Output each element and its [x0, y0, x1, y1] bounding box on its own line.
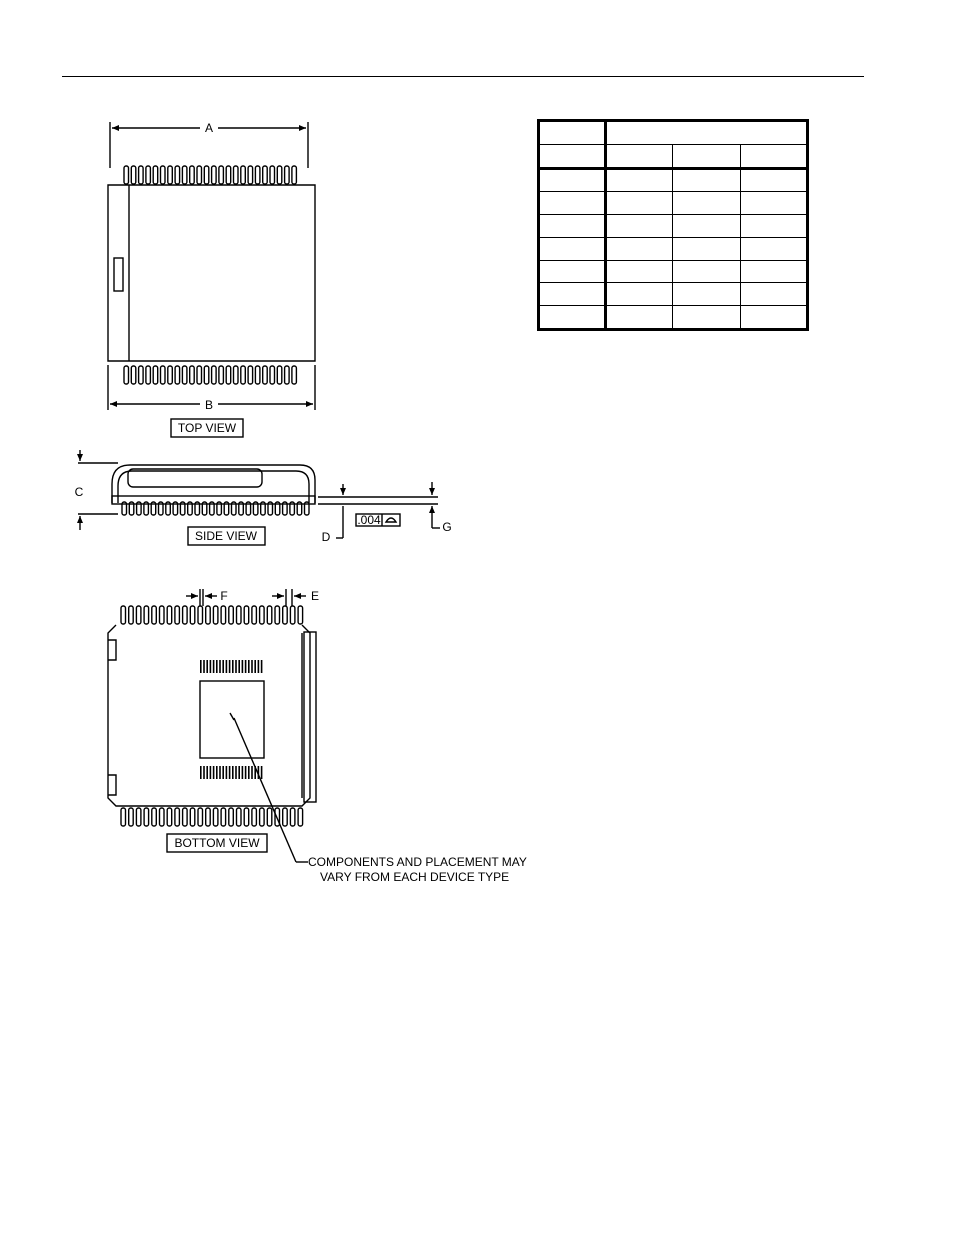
table-row	[539, 215, 808, 238]
lead	[206, 808, 211, 826]
table-cell	[539, 215, 606, 238]
lead	[152, 606, 157, 624]
chip-pad	[203, 660, 205, 673]
dim-c-label: C	[74, 485, 84, 499]
lead	[263, 166, 268, 184]
lead	[221, 606, 226, 624]
note-line-2: VARY FROM EACH DEVICE TYPE	[320, 870, 510, 884]
table-cell	[740, 168, 807, 192]
lead	[241, 366, 246, 384]
lead	[161, 166, 166, 184]
chip-pad	[226, 766, 228, 779]
lead	[226, 366, 231, 384]
table-row	[539, 168, 808, 192]
table-row	[539, 237, 808, 260]
lead	[131, 166, 136, 184]
lead	[168, 166, 173, 184]
table-cell	[606, 260, 673, 283]
chip-pad	[254, 660, 256, 673]
chip-pad	[206, 766, 208, 779]
table-cell	[606, 306, 673, 330]
lead	[206, 606, 211, 624]
chip-pad	[213, 660, 215, 673]
lead	[270, 166, 275, 184]
table-cell	[673, 144, 740, 168]
chip-pad	[245, 660, 247, 673]
lead	[146, 366, 151, 384]
lead	[213, 606, 218, 624]
table-cell	[740, 260, 807, 283]
lead	[285, 366, 290, 384]
lead	[270, 366, 275, 384]
lead	[167, 808, 172, 826]
table-cell	[606, 144, 673, 168]
chip-pad	[213, 766, 215, 779]
dim-b-label: B	[204, 398, 214, 412]
table-row	[539, 192, 808, 215]
chip-pad	[248, 660, 250, 673]
lead	[229, 808, 234, 826]
table-cell	[673, 283, 740, 306]
side-view-label: SIDE VIEW	[194, 529, 258, 543]
chip-pad	[261, 660, 263, 673]
bottom-leads-bottom	[121, 808, 303, 826]
lead	[285, 166, 290, 184]
lead	[160, 606, 165, 624]
bottom-leads-top	[121, 606, 303, 624]
table-cell	[606, 283, 673, 306]
chip-pad	[219, 766, 221, 779]
chip-pad	[242, 766, 244, 779]
chip-pad	[242, 660, 244, 673]
table-cell	[740, 306, 807, 330]
chip-pad	[226, 660, 228, 673]
lead	[175, 166, 180, 184]
lead	[136, 808, 141, 826]
chip-pad	[200, 766, 202, 779]
chip-pad	[229, 660, 231, 673]
chip-pad	[200, 660, 202, 673]
table-cell	[539, 192, 606, 215]
table-cell	[606, 237, 673, 260]
chip-pad	[251, 766, 253, 779]
chip-pad	[235, 766, 237, 779]
lead	[229, 606, 234, 624]
lead	[139, 366, 144, 384]
table-cell	[606, 121, 808, 145]
table-cell	[673, 306, 740, 330]
chip-pad	[222, 660, 224, 673]
chip-pad	[216, 766, 218, 779]
lead	[144, 606, 149, 624]
table-cell	[673, 168, 740, 192]
chip-pad	[238, 766, 240, 779]
lead	[198, 606, 203, 624]
table-row	[539, 144, 808, 168]
table-row	[539, 121, 808, 145]
lead	[219, 166, 224, 184]
lead	[234, 166, 239, 184]
lead	[277, 166, 282, 184]
lead	[204, 166, 209, 184]
table-cell	[539, 144, 606, 168]
table-cell	[673, 215, 740, 238]
lead	[213, 808, 218, 826]
lead	[136, 606, 141, 624]
lead	[219, 366, 224, 384]
table-row	[539, 306, 808, 330]
dim-a-label: A	[204, 121, 214, 135]
lead	[144, 808, 149, 826]
lead	[252, 808, 257, 826]
lead	[298, 606, 303, 624]
lead	[183, 808, 188, 826]
lead	[183, 606, 188, 624]
top-view	[108, 122, 315, 437]
side-view	[78, 450, 440, 545]
table-cell	[539, 168, 606, 192]
table-cell	[539, 237, 606, 260]
lead	[290, 808, 295, 826]
chip-pad	[248, 766, 250, 779]
lead	[121, 808, 126, 826]
chip-pad	[232, 766, 234, 779]
lead	[292, 166, 297, 184]
lead	[244, 808, 249, 826]
chip-pad	[258, 660, 260, 673]
lead	[146, 166, 151, 184]
lead	[275, 606, 280, 624]
table-cell	[539, 121, 606, 145]
table-cell	[539, 260, 606, 283]
top-leads-top	[124, 166, 296, 184]
lead	[248, 366, 253, 384]
lead	[121, 606, 126, 624]
lead	[292, 366, 297, 384]
chip-pad	[232, 660, 234, 673]
lead	[255, 166, 260, 184]
lead	[237, 606, 242, 624]
lead	[160, 808, 165, 826]
dimension-table	[537, 119, 809, 331]
chip-pad	[229, 766, 231, 779]
lead	[129, 808, 134, 826]
chip-pad	[261, 766, 263, 779]
table-cell	[539, 306, 606, 330]
lead	[212, 166, 217, 184]
tolerance-value: .004	[357, 513, 381, 527]
lead	[129, 606, 134, 624]
lead	[190, 366, 195, 384]
dim-f-label: F	[220, 589, 228, 603]
lead	[260, 606, 265, 624]
lead	[226, 166, 231, 184]
lead	[244, 606, 249, 624]
lead	[283, 606, 288, 624]
table-row	[539, 283, 808, 306]
lead	[190, 606, 195, 624]
chip-pad	[251, 660, 253, 673]
table-cell	[673, 192, 740, 215]
note-line-1: COMPONENTS AND PLACEMENT MAY	[308, 855, 527, 869]
table-cell	[740, 215, 807, 238]
chip-pad	[210, 660, 212, 673]
lead	[263, 366, 268, 384]
table-cell	[740, 144, 807, 168]
lead	[248, 166, 253, 184]
chip-pad	[238, 660, 240, 673]
top-view-label: TOP VIEW	[177, 421, 237, 435]
chip-pad	[210, 766, 212, 779]
table-cell	[673, 260, 740, 283]
chip-pad	[203, 766, 205, 779]
lead	[241, 166, 246, 184]
chip-pad	[245, 766, 247, 779]
lead	[175, 366, 180, 384]
chip-pad	[206, 660, 208, 673]
table-cell	[673, 237, 740, 260]
lead	[237, 808, 242, 826]
lead	[124, 366, 129, 384]
lead	[290, 606, 295, 624]
lead	[260, 808, 265, 826]
table-cell	[606, 192, 673, 215]
lead	[197, 166, 202, 184]
table-cell	[539, 283, 606, 306]
chip-pad	[235, 660, 237, 673]
bottom-view-label: BOTTOM VIEW	[174, 836, 260, 850]
lead	[204, 366, 209, 384]
lead	[221, 808, 226, 826]
lead	[161, 366, 166, 384]
lead	[277, 366, 282, 384]
lead	[267, 606, 272, 624]
dim-e-label: E	[310, 589, 320, 603]
lead	[152, 808, 157, 826]
lead	[131, 366, 136, 384]
lead	[190, 166, 195, 184]
table-cell	[606, 168, 673, 192]
table-row	[539, 260, 808, 283]
table-cell	[740, 237, 807, 260]
lead	[190, 808, 195, 826]
lead	[167, 606, 172, 624]
lead	[175, 606, 180, 624]
lead	[153, 166, 158, 184]
lead	[252, 606, 257, 624]
chip-pad	[219, 660, 221, 673]
table-cell	[740, 192, 807, 215]
lead	[255, 366, 260, 384]
lead	[234, 366, 239, 384]
lead	[212, 366, 217, 384]
chip-pad	[222, 766, 224, 779]
lead	[197, 366, 202, 384]
lead	[182, 166, 187, 184]
table-cell	[606, 215, 673, 238]
lead	[198, 808, 203, 826]
lead	[283, 808, 288, 826]
lead	[124, 166, 129, 184]
lead	[298, 808, 303, 826]
bottom-view	[108, 589, 316, 862]
lead	[168, 366, 173, 384]
lead	[182, 366, 187, 384]
chip-pad	[216, 660, 218, 673]
lead	[267, 808, 272, 826]
dim-g-label: G	[442, 520, 452, 534]
dim-d-label: D	[321, 530, 331, 544]
top-leads-bottom	[124, 366, 296, 384]
lead	[139, 166, 144, 184]
lead	[175, 808, 180, 826]
table-cell	[740, 283, 807, 306]
lead	[153, 366, 158, 384]
